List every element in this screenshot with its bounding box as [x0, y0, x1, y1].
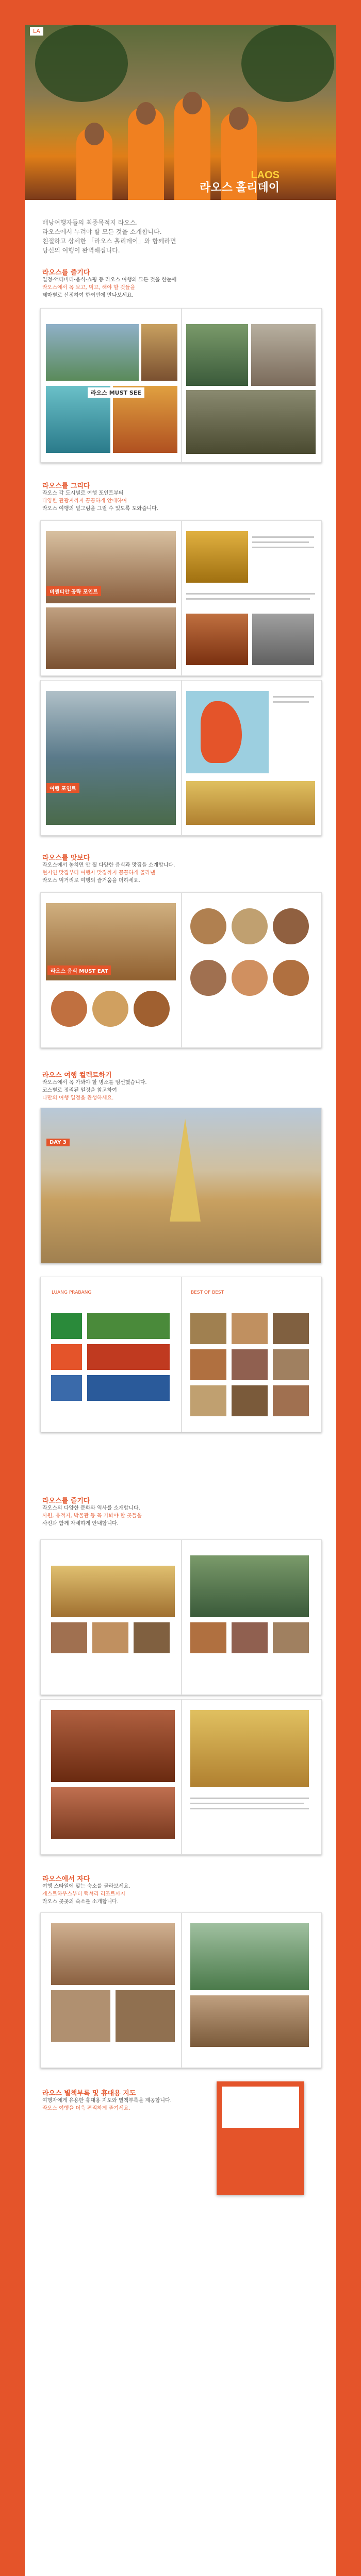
hero-monk-head: [85, 123, 104, 145]
photo-thumb: [190, 1385, 226, 1416]
text-placeholder: [190, 1798, 309, 1799]
book-spread: [40, 520, 322, 676]
book-spine: [181, 893, 182, 1047]
section-text: 사진과 함께 자세하게 안내합니다.: [42, 1521, 119, 1527]
photo-thumb: [190, 1622, 226, 1653]
photo-temple: [51, 1566, 175, 1617]
hero-tree: [35, 25, 128, 102]
section-title: 라오스 여행 컬렉트하기: [42, 1072, 112, 1079]
section-text: 라오스 여행의 밑그림을 그릴 수 있도록 도와줍니다.: [42, 506, 159, 512]
text-placeholder: [252, 536, 314, 538]
book-spine: [181, 681, 182, 835]
photo-river: [46, 324, 139, 381]
hero-monk-head: [229, 107, 249, 130]
photo-room: [116, 1990, 175, 2042]
photo-thumb: [232, 1385, 268, 1416]
text-placeholder: [190, 1808, 309, 1809]
section-text: 라오스 여행을 더욱 편리하게 즐기세요.: [42, 2106, 130, 2111]
section-text: 일정·액티비티·음식·쇼핑 등 라오스 여행의 모든 것을 한눈에: [42, 277, 177, 283]
hero-monk-head: [136, 102, 156, 125]
photo-hotel: [51, 1923, 175, 1985]
page-label: BEST OF BEST: [191, 1290, 224, 1295]
section-text: 라오스에서 꼭 보고, 먹고, 해야 할 것들을: [42, 285, 135, 291]
photo-street: [46, 607, 176, 669]
section-title: 라오스 별책부록 및 휴대용 지도: [42, 2090, 136, 2097]
section-text: 라오스에서 놓치면 안 될 다양한 음식과 맛집을 소개합니다.: [42, 862, 175, 868]
page-label: 라오스 음식 MUST EAT: [47, 965, 111, 975]
book-spread: [40, 1108, 322, 1263]
photo-nature: [190, 1555, 309, 1617]
intro-line: 배낭여행자들의 최종목적지 라오스.: [42, 219, 138, 226]
section-text: 테마별로 선정하여 한꺼번에 만나보세요.: [42, 293, 134, 298]
section-title: 라오스를 맛보다: [42, 854, 90, 862]
photo-thumb: [273, 1622, 309, 1653]
photo-gold-stupa: [190, 1710, 309, 1787]
section-text: 라오스에서 꼭 가봐야 할 명소를 엄선했습니다.: [42, 1080, 147, 1086]
photo-thumb: [92, 1622, 128, 1653]
photo-thumb: [51, 1313, 82, 1339]
photo-thumb: [51, 1622, 87, 1653]
photo-dish: [273, 960, 309, 996]
section-text: 현지인 맛집부터 여행자 맛집까지 꼼꼼하게 골라낸: [42, 870, 155, 876]
section-text: 라오스 곳곳의 숙소를 소개합니다.: [42, 1899, 119, 1905]
photo-thumb: [232, 1313, 268, 1344]
photo-thumb: [273, 1349, 309, 1380]
book-spread: [40, 1912, 322, 2068]
page-label: LUANG PRABANG: [52, 1290, 92, 1295]
photo-dish: [273, 908, 309, 944]
text-placeholder: [252, 547, 314, 548]
book-spread: [40, 308, 322, 463]
photo-ruins: [251, 324, 316, 386]
photo-dish: [51, 991, 87, 1027]
book-spread: [40, 1277, 322, 1432]
section-text: 여행자에게 유용한 휴대용 지도와 별책부록을 제공합니다.: [42, 2098, 172, 2104]
photo-gold-temple: [186, 781, 315, 825]
color-block: [87, 1313, 170, 1339]
photo-thumb: [232, 1622, 268, 1653]
section-text: 라오스의 다양한 문화와 역사를 소개합니다.: [42, 1505, 140, 1511]
photo-thumb: [273, 1385, 309, 1416]
section-text: 라오스 먹거리로 여행의 즐거움을 더하세요.: [42, 878, 140, 884]
photo-thumb: [51, 1375, 82, 1401]
photo-thumb: [273, 1313, 309, 1344]
book-spine: [181, 521, 182, 675]
hero-monk-head: [183, 92, 202, 114]
must-see-label: 라오스 MUST SEE: [88, 387, 144, 398]
section-title: 라오스를 즐기다: [42, 1497, 90, 1505]
section-text: 다양한 관광지까지 꼼꼼하게 안내하여: [42, 498, 127, 504]
photo-temple: [141, 324, 177, 381]
photo-villa: [190, 1995, 309, 2047]
photo-resort: [190, 1923, 309, 1990]
photo-thumb: [190, 1313, 226, 1344]
section-title: 라오스에서 자다: [42, 1875, 90, 1883]
photo-dish: [232, 960, 268, 996]
photo-thumb: [51, 1344, 82, 1370]
section-text: 코스별로 정리된 일정을 참고하여: [42, 1088, 117, 1093]
text-placeholder: [273, 696, 314, 698]
photo-river: [46, 691, 176, 825]
page-label: 비엔티안 공략 포인트: [46, 586, 101, 596]
photo-stupa: [186, 531, 248, 583]
section-text: 사원, 유적지, 박물관 등 꼭 가봐야 할 곳들을: [42, 1513, 142, 1519]
photo-stone: [186, 390, 316, 454]
book-spread: [40, 1699, 322, 1855]
photo-thumb: [190, 1349, 226, 1380]
section-title: 라오스를 즐기다: [42, 269, 90, 277]
hero-badge: LA: [30, 27, 43, 36]
photo-dish: [190, 960, 226, 996]
book-spine: [181, 1700, 182, 1854]
photo-temple-roof: [51, 1787, 175, 1839]
hero-tree: [241, 25, 334, 102]
photo-dish: [232, 908, 268, 944]
text-placeholder: [273, 701, 309, 703]
photo-dish: [134, 991, 170, 1027]
book-spread: [40, 1539, 322, 1695]
section-text: 라오스 각 도시별로 여행 포인트부터: [42, 490, 124, 496]
section-text: 여행 스타일에 맞는 숙소를 골라보세요.: [42, 1884, 130, 1889]
hero-banner: [25, 25, 336, 200]
text-placeholder: [252, 541, 309, 543]
intro-line: 친절하고 상세한 「라오스 홀리데이」와 함께라면: [42, 238, 176, 245]
color-block: [87, 1375, 170, 1401]
map-booklet-cover: [222, 2087, 299, 2128]
photo-temple: [186, 614, 248, 665]
day-label: DAY 3: [46, 1139, 70, 1146]
photo-waterfall: [186, 324, 248, 386]
book-spine: [181, 1277, 182, 1432]
photo-thumb: [232, 1349, 268, 1380]
hero-title-en: LAOS: [251, 170, 280, 181]
hero-title-ko: 라오스 홀리데이: [200, 181, 280, 194]
photo-room: [51, 1990, 110, 2042]
intro-line: 라오스에서 누려야 할 모든 것을 소개합니다.: [42, 228, 162, 235]
photo-building: [252, 614, 314, 665]
text-placeholder: [186, 593, 315, 595]
photo-thumb: [134, 1622, 170, 1653]
color-block: [87, 1344, 170, 1370]
text-placeholder: [186, 598, 310, 600]
page-label: 여행 포인트: [46, 783, 79, 793]
section-text: 나만의 여행 일정을 완성하세요.: [42, 1095, 114, 1101]
photo-temple-interior: [51, 1710, 175, 1782]
intro-line: 당신의 여행이 완벽해집니다.: [42, 247, 120, 254]
book-spine: [181, 1913, 182, 2067]
book-spine: [181, 1540, 182, 1694]
book-spread: [40, 680, 322, 836]
photo-dish: [190, 908, 226, 944]
section-title: 라오스를 그리다: [42, 482, 90, 490]
section-text: 게스트하우스부터 럭셔리 리조트까지: [42, 1891, 125, 1897]
book-spine: [181, 309, 182, 462]
text-placeholder: [190, 1803, 304, 1804]
photo-dish: [92, 991, 128, 1027]
